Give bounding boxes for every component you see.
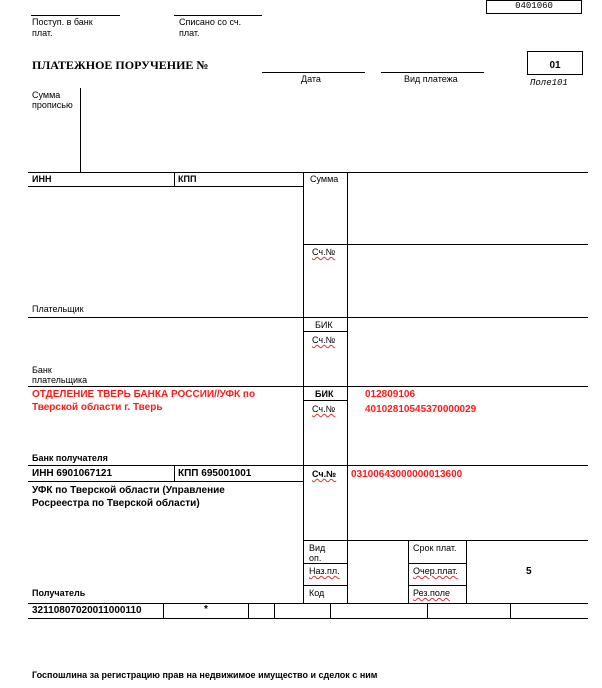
grid-line-payer-bank [28, 386, 588, 387]
debited-line [174, 15, 262, 16]
recipient-inn: ИНН 6901067121 [32, 468, 113, 479]
order-value: 5 [526, 566, 532, 577]
grid-line-payer-bik [303, 331, 347, 332]
op-type-label-2: оп. [309, 553, 322, 563]
grid-line-op-2 [303, 563, 347, 564]
payment-type-label: Вид платежа [404, 74, 458, 84]
amount-words-label-1: Сумма [32, 90, 61, 100]
recipient-bank-name-1: ОТДЕЛЕНИЕ ТВЕРЬ БАНКА РОССИИ//УФК по [32, 389, 256, 400]
grid-line-op-3b [408, 585, 466, 586]
kbk-divider-4 [330, 603, 331, 618]
grid-vline-op-right [466, 540, 467, 604]
op-type-label-1: Вид [309, 543, 326, 553]
kbk-divider-6 [510, 603, 511, 618]
payer-bik-label: БИК [315, 320, 333, 330]
recipient-label: Получатель [32, 588, 86, 598]
debited-label-1: Списано со сч. [179, 17, 242, 27]
recipient-bik-value: 012809106 [365, 389, 416, 400]
recipient-account-value: 03100643000000013600 [351, 469, 463, 480]
recipient-bank-account-label: Сч.№ [312, 404, 336, 414]
grid-line-recipient-bank [28, 465, 588, 466]
grid-line-inn-bottom [28, 186, 303, 187]
grid-line-recipient-bik [303, 400, 347, 401]
reserve-label: Рез.поле [413, 588, 450, 598]
amount-words-divider [80, 88, 81, 172]
kpp-label: КПП [178, 174, 197, 184]
recipient-bank-label: Банк получателя [32, 453, 108, 463]
sum-label: Сумма [310, 174, 339, 184]
asterisk: * [204, 604, 208, 615]
received-label-1: Поступ. в банк [32, 17, 93, 27]
debited-label-2: плат. [179, 28, 200, 38]
grid-vline-recipient-kpp [174, 465, 175, 481]
received-line [31, 15, 120, 16]
number-line [262, 72, 365, 73]
payer-bank-account-label: Сч.№ [312, 335, 336, 345]
grid-line-recipient-inn [28, 481, 303, 482]
date-line [381, 72, 484, 73]
code-label: Код [309, 588, 325, 598]
received-label-2: плат. [32, 28, 53, 38]
grid-line-bottom-1 [28, 603, 588, 604]
recipient-name-1: УФК по Тверской области (Управление [32, 485, 225, 496]
grid-line-op [303, 540, 588, 541]
grid-line-sum [303, 244, 588, 245]
recipient-bank-name-2: Тверской области г. Тверь [32, 402, 163, 413]
amount-words-label-2: прописью [32, 100, 73, 110]
grid-vline-op [408, 540, 409, 604]
page-title: ПЛАТЕЖНОЕ ПОРУЧЕНИЕ № [32, 58, 209, 72]
kbk-divider-1 [163, 603, 164, 618]
kbk-divider-2 [248, 603, 249, 618]
grid-line-op-2b [408, 563, 466, 564]
payer-bank-label-1: Банк [32, 365, 52, 375]
grid-vline-kpp [174, 172, 175, 186]
form-code: 0401060 [515, 1, 553, 11]
date-label: Дата [301, 74, 321, 84]
recipient-kpp: КПП 695001001 [178, 468, 252, 479]
grid-line-bottom-2 [28, 618, 588, 619]
recipient-bank-account-value: 40102810545370000029 [365, 404, 477, 415]
recipient-account-label: Сч.№ [312, 469, 337, 479]
inn-label: ИНН [32, 174, 52, 184]
payer-account-label: Сч.№ [312, 247, 336, 257]
recipient-name-2: Росреестра по Тверской области) [32, 498, 200, 509]
kbk-value: 32110807020011000110 [32, 605, 142, 616]
recipient-bik-label: БИК [315, 389, 334, 399]
purpose-code-label: Наз.пл. [309, 566, 340, 576]
field101-label: Поле101 [530, 78, 568, 88]
payer-label: Плательщик [32, 304, 84, 314]
grid-line-inn [28, 172, 588, 173]
pay-term-label: Срок плат. [413, 543, 457, 553]
grid-line-payer [28, 317, 588, 318]
order-label: Очер.плат. [413, 566, 458, 576]
grid-line-op-3 [303, 585, 347, 586]
payment-purpose: Госпошлина за регистрацию прав на недвижимое имущество и сделок с ним [32, 670, 378, 680]
kbk-divider-3 [274, 603, 275, 618]
payer-bank-label-2: плательщика [32, 375, 88, 385]
field101-value: 01 [549, 60, 561, 71]
kbk-divider-5 [427, 603, 428, 618]
